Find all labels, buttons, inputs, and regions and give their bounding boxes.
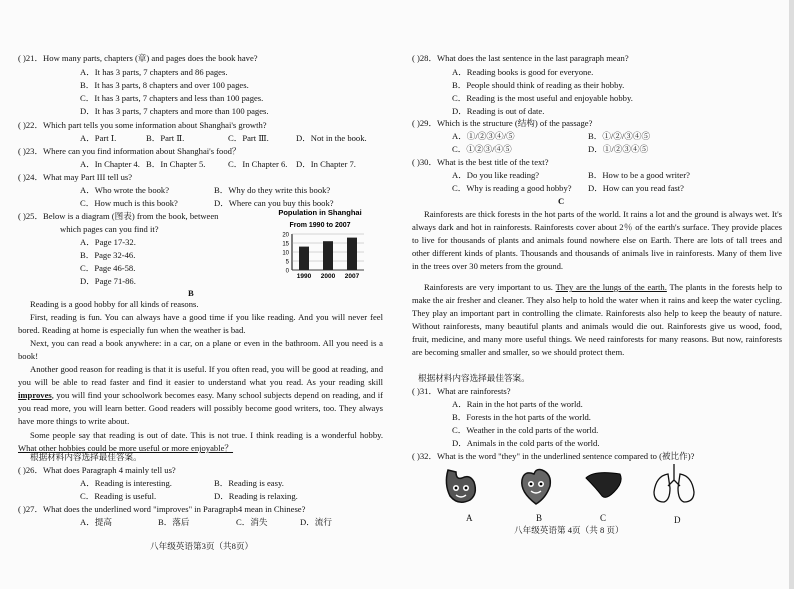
q28-option-c[interactable]: C．Reading is the most useful and enjoyable hobby. bbox=[452, 93, 633, 103]
q21-option-b[interactable]: B．It has 3 parts, 8 chapters and over 100 pages. bbox=[80, 80, 249, 90]
q27-stem: ( )27．What does the underlined word "improves" in Paragraph4 mean in Chinese? bbox=[18, 504, 306, 514]
q27-option-c[interactable]: C．消失 bbox=[236, 517, 268, 527]
q30-option-c[interactable]: C．Why is reading a good hobby? bbox=[452, 183, 572, 193]
q31-option-d[interactable]: D．Animals in the cold parts of the world. bbox=[452, 438, 600, 448]
q22-option-b[interactable]: B．Part Ⅱ. bbox=[146, 133, 185, 143]
q24-option-a[interactable]: A．Who wrote the book? bbox=[80, 185, 170, 195]
chart-bar bbox=[323, 241, 333, 270]
section-b-heading: B bbox=[188, 288, 194, 298]
chart-y-tick-label: 5 bbox=[285, 259, 289, 266]
heart-icon[interactable] bbox=[516, 464, 556, 508]
q26-option-d[interactable]: D．Reading is relaxing. bbox=[214, 491, 298, 501]
q26-option-c[interactable]: C．Reading is useful. bbox=[80, 491, 157, 501]
section-c-heading: C bbox=[558, 196, 565, 206]
q27-option-a[interactable]: A．提高 bbox=[80, 517, 112, 527]
q24-option-d[interactable]: D．Where can you buy this book? bbox=[214, 198, 334, 208]
passage-c-underlined-sentence: They are the lungs of the earth. bbox=[555, 282, 667, 292]
q30-option-d[interactable]: D．How can you read fast? bbox=[588, 183, 684, 193]
q30-option-a[interactable]: A．Do you like reading? bbox=[452, 170, 540, 180]
instruction-b: 根据材料内容选择最佳答案。 bbox=[30, 452, 142, 462]
passage-c-p2-b: The plants in the forests help to make the air fresher and cleaner. They also help to hold the water when it rains and keep the water cycling. They play an important part in controlling the climate. Rainforests also help to keep the beauty of nature. Without rainforests, many beautiful plants and animals would die out. Rainforests give us wood, food, fruit, medicine, and many more useful things. We need rainforests for many reasons. But now, rainforests are becoming smaller and smaller, so we should protect them. bbox=[412, 282, 782, 358]
q29-option-a[interactable]: A．①/②③④/⑤ bbox=[452, 131, 515, 141]
organ-label-d: D bbox=[674, 515, 681, 525]
q25-option-c[interactable]: C．Page 46-58. bbox=[80, 263, 136, 273]
q32-stem: ( )32．What is the word "they" in the underlined sentence compared to (被比作)? bbox=[412, 451, 695, 461]
q27-option-b[interactable]: B．落后 bbox=[158, 517, 190, 527]
passage-b-p5-a: Some people say that reading is out of date. This is not true. I think reading is a wonderful hobby. bbox=[30, 430, 383, 440]
passage-b-underlined-sentence: What other hobbies could be more useful or more enjoyable？ bbox=[18, 443, 234, 454]
q29-option-c[interactable]: C．①②③/④⑤ bbox=[452, 144, 512, 154]
passage-c-p1: Rainforests are thick forests in the hot parts of the world. It rains a lot and the ground is always wet. It's always dark and hot in rainforests. Rainforests cover about 2％ of the earth's surface. They provide places to live for thousands of plants and animals found nowhere else on Earth. There are lots of tall trees and other different kinds of plants. Thousands and thousands of animals live in rainforests. Many of them live in the trees over 30 meters from the ground. bbox=[412, 209, 782, 272]
chart-x-tick-label: 1990 bbox=[296, 273, 312, 278]
instruction-c: 根据材料内容选择最佳答案。 bbox=[418, 373, 530, 383]
q22-stem: ( )22．Which part tells you some information about Shanghai's growth? bbox=[18, 120, 267, 130]
q25-stem-cont: which pages can you find it? bbox=[60, 224, 159, 234]
q24-option-c[interactable]: C．How much is this book? bbox=[80, 198, 178, 208]
q21-option-d[interactable]: D．It has 3 parts, 7 chapters and more than 100 pages. bbox=[80, 106, 269, 116]
chart-y-tick-label: 20 bbox=[282, 232, 289, 239]
q26-option-a[interactable]: A．Reading is interesting. bbox=[80, 478, 172, 488]
chart-x-tick-label: 2000 bbox=[320, 273, 336, 278]
passage-b-p2: First, reading is fun. You can always have a good time if you like reading. And you will never feel bored. Reading at home is especially fun when the weather is bad. bbox=[18, 312, 383, 336]
q23-stem: ( )23．Where can you find information about Shanghai's food？ bbox=[18, 146, 241, 156]
q23-option-c[interactable]: C．In Chapter 6. bbox=[228, 159, 288, 169]
q25-stem: ( )25．Below is a diagram (图表) from the book, between bbox=[18, 211, 219, 221]
organ-label-a: A bbox=[466, 513, 473, 523]
q21-option-a[interactable]: A．It has 3 parts, 7 chapters and 86 pages. bbox=[80, 67, 228, 77]
page-footer-right: 八年级英语第 4页（共 8 页） bbox=[514, 525, 624, 535]
population-chart bbox=[254, 206, 374, 278]
passage-b-p4-a: Another good reason for reading is that it is useful. If you often read, you will be good at reading, and you will be able to read faster and find it easier to understand what you read. As your reading skill bbox=[18, 364, 383, 388]
chart-title: Population in Shanghai bbox=[278, 208, 362, 217]
q31-stem: ( )31．What are rainforests? bbox=[412, 386, 511, 396]
scan-edge-right bbox=[789, 0, 794, 589]
q23-option-a[interactable]: A．In Chapter 4. bbox=[80, 159, 140, 169]
passage-c-p2-a: Rainforests are very important to us. bbox=[424, 282, 553, 292]
passage-b-p3: Next, you can read a book anywhere: in a car, on a plane or even in the bathroom. All you need is a book! bbox=[18, 338, 383, 362]
chart-subtitle: From 1990 to 2007 bbox=[289, 222, 351, 229]
q30-stem: ( )30．What is the best title of the text? bbox=[412, 157, 549, 167]
q22-option-a[interactable]: A．Part Ⅰ. bbox=[80, 133, 117, 143]
improves-underlined: improves bbox=[18, 390, 52, 401]
q27-option-d[interactable]: D．流行 bbox=[300, 517, 332, 527]
passage-b-p4-b: , you will find your schoolwork becomes easy. Many school subjects depend on reading, and if you read more, you will learn better. Good readers will possibly become good writers, too. They always have more things to write about. bbox=[18, 390, 383, 427]
q30-option-b[interactable]: B．How to be a good writer? bbox=[588, 170, 690, 180]
q28-option-b[interactable]: B．People should think of reading as their hobby. bbox=[452, 80, 625, 90]
chart-y-tick-label: 0 bbox=[285, 268, 289, 275]
chart-bar bbox=[347, 238, 357, 270]
q25-option-d[interactable]: D．Page 71-86. bbox=[80, 276, 136, 286]
q23-option-b[interactable]: B．In Chapter 5. bbox=[146, 159, 206, 169]
q29-stem: ( )29．Which is the structure (结构) of the passage? bbox=[412, 118, 593, 128]
q31-option-c[interactable]: C．Weather in the cold parts of the world. bbox=[452, 425, 599, 435]
liver-icon[interactable] bbox=[584, 466, 624, 506]
passage-b-p1: Reading is a good hobby for all kinds of reasons. bbox=[30, 299, 199, 309]
q29-option-d[interactable]: D．①/②③④⑤ bbox=[588, 144, 649, 154]
organ-label-c: C bbox=[600, 513, 607, 523]
stomach-icon[interactable] bbox=[440, 464, 482, 508]
q28-stem: ( )28．What does the last sentence in the last paragraph mean? bbox=[412, 53, 629, 63]
chart-y-tick-label: 15 bbox=[282, 241, 289, 248]
q24-option-b[interactable]: B．Why do they write this book? bbox=[214, 185, 331, 195]
q25-option-a[interactable]: A．Page 17-32. bbox=[80, 237, 136, 247]
q23-option-d[interactable]: D．In Chapter 7. bbox=[296, 159, 356, 169]
q22-option-d[interactable]: D．Not in the book. bbox=[296, 133, 367, 143]
passage-c-p2 bbox=[412, 281, 782, 360]
page-footer-left: 八年级英语第3页（共8页） bbox=[150, 541, 254, 551]
q31-option-a[interactable]: A．Rain in the hot parts of the world. bbox=[452, 399, 583, 409]
q24-stem: ( )24．What may Part III tell us? bbox=[18, 172, 133, 182]
q28-option-d[interactable]: D．Reading is out of date. bbox=[452, 106, 545, 116]
chart-y-tick-label: 10 bbox=[282, 250, 289, 257]
chart-bar bbox=[299, 247, 309, 270]
lungs-icon[interactable] bbox=[650, 462, 698, 508]
passage-b-p4 bbox=[18, 363, 383, 428]
q22-option-c[interactable]: C．Part Ⅲ. bbox=[228, 133, 269, 143]
q25-option-b[interactable]: B．Page 32-46. bbox=[80, 250, 136, 260]
q21-option-c[interactable]: C．It has 3 parts, 7 chapters and less than 100 pages. bbox=[80, 93, 264, 103]
q28-option-a[interactable]: A．Reading books is good for everyone. bbox=[452, 67, 594, 77]
q29-option-b[interactable]: B．①/②/③④⑤ bbox=[588, 131, 651, 141]
q26-option-b[interactable]: B．Reading is easy. bbox=[214, 478, 284, 488]
q31-option-b[interactable]: B．Forests in the hot parts of the world. bbox=[452, 412, 591, 422]
chart-x-tick-label: 2007 bbox=[344, 273, 360, 278]
organ-label-b: B bbox=[536, 513, 543, 523]
q21-stem: ( )21．How many parts, chapters (章) and pages does the book have? bbox=[18, 53, 258, 63]
q26-stem: ( )26．What does Paragraph 4 mainly tell us? bbox=[18, 465, 176, 475]
